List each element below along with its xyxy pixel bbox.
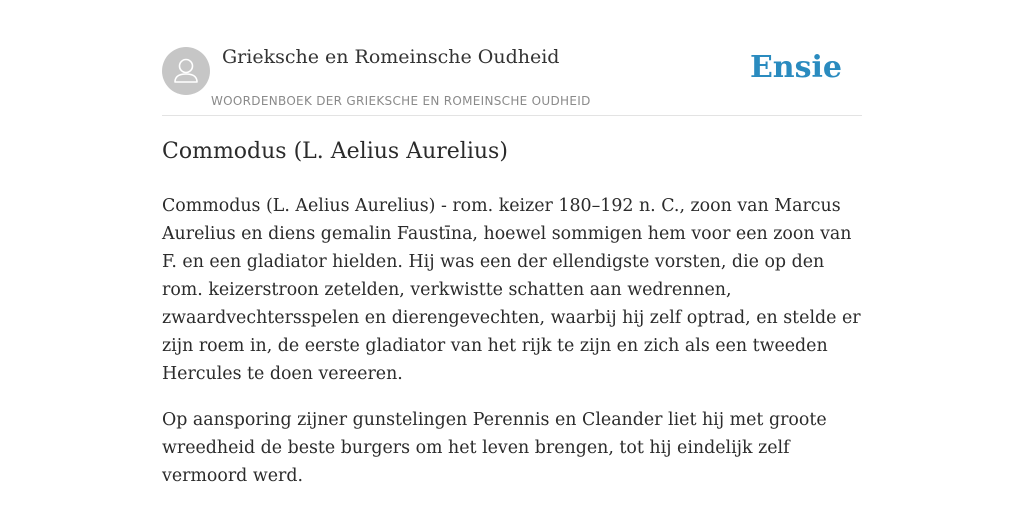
entry-paragraph: Op aansporing zijner gunstelingen Perennis en Cleander liet hij met groote wreedheid de beste burgers om het leven brengen, tot hij eindelijk zelf vermoord werd. <box>162 410 827 486</box>
ensie-logo[interactable]: Ensie <box>749 50 842 85</box>
source-header <box>162 44 862 116</box>
entry-title: Commodus (L. Aelius Aurelius) <box>162 139 508 164</box>
entry-body <box>162 192 868 508</box>
user-icon <box>162 47 210 95</box>
source-subtitle: WOORDENBOEK DER GRIEKSCHE EN ROMEINSCHE OUDHEID <box>211 94 591 108</box>
entry-paragraph: Commodus (L. Aelius Aurelius) - rom. keizer 180–192 n. C., zoon van Marcus Aurelius en diens gemalin Faustīna, hoewel sommigen hem voor een zoon van F. en een gladiator hielden. Hij was een der ellendigste vorsten, die op den rom. keizerstroon zetelden, verkwistte schatten aan wedrennen, zwaardvechtersspelen en dierengevechten, waarbij hij zelf optrad, en stelde er zijn roem in, de eerste gladiator van het rijk te zijn en zich als een tweeden Hercules te doen vereeren. <box>162 196 861 384</box>
source-title-link[interactable]: Grieksche en Romeinsche Oudheid <box>222 46 560 68</box>
source-avatar[interactable] <box>162 47 210 95</box>
